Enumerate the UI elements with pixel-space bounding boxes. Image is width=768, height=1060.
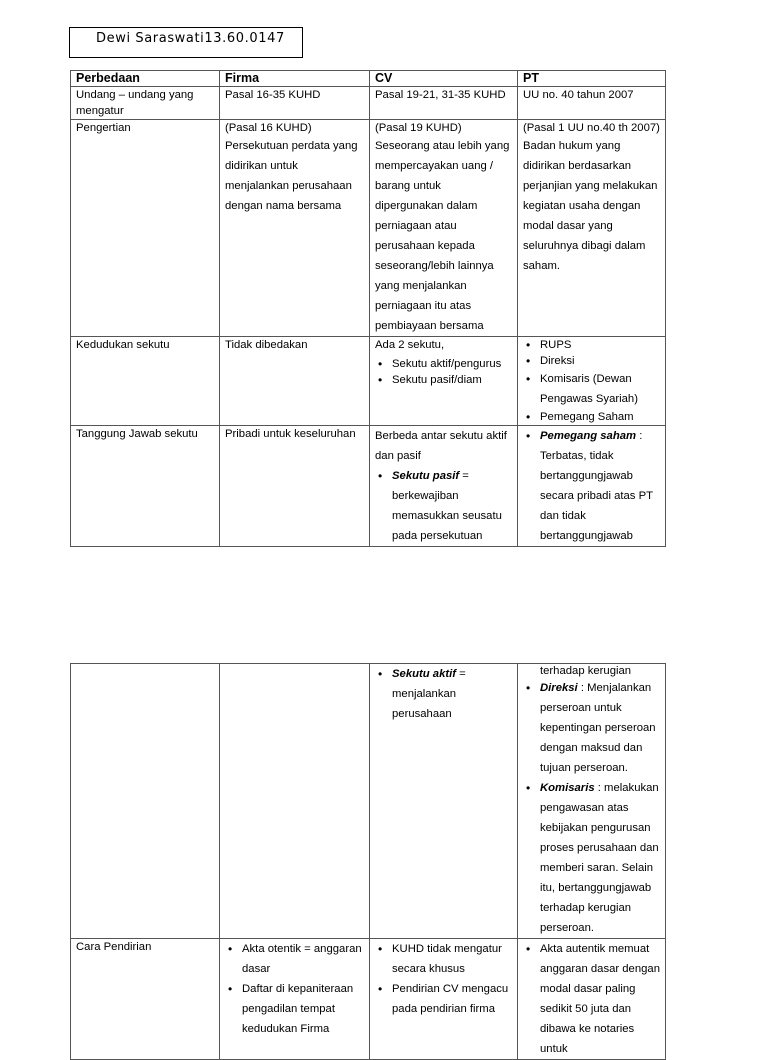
comparison-table-continued (70, 663, 666, 1060)
author-name-box: Dewi Saraswati13.60.0147 (69, 27, 303, 58)
table-row (71, 87, 666, 120)
cell-cv-kedudukan (370, 337, 518, 426)
cell-cv-pengertian (370, 120, 518, 337)
term-sekutu-pasif: Sekutu pasif (392, 470, 460, 482)
direksi-text: : Menjalankan perseroan untuk kepentingan perseroan dengan maksud dan tujuan perseroan. (540, 682, 656, 774)
term-direksi: Direksi (540, 682, 578, 694)
table-row (71, 426, 666, 547)
cell-label-continued (71, 664, 220, 939)
cv-continued-list (375, 664, 512, 724)
table-header-row (71, 71, 666, 87)
list-item: • Sekutu pasif/diam (392, 372, 512, 388)
header-pt: PT (518, 71, 666, 87)
cell-cv-tanggung (370, 426, 518, 547)
row-label-pengertian: Pengertian (71, 120, 220, 337)
firma-pengertian-ref: (Pasal 16 KUHD) (225, 122, 312, 134)
list-item (392, 466, 512, 546)
list-item (392, 664, 512, 724)
list-item: • Komisaris (Dewan Pengawas Syariah) (540, 369, 660, 409)
pt-continued-lead: terhadap kerugian (540, 665, 632, 677)
term-komisaris: Komisaris (540, 782, 595, 794)
list-item: • Pendirian CV mengacu pada pendirian firma (392, 979, 512, 1019)
cell-cv-dasar: Pasal 19-21, 31-35 KUHD (370, 87, 518, 120)
row-label-pendirian: Cara Pendirian (71, 939, 220, 1060)
list-item: • RUPS (540, 337, 660, 353)
table-row (71, 939, 666, 1060)
cell-pt-pendirian (518, 939, 666, 1060)
row-label-dasar: Undang – undang yang mengatur (71, 87, 220, 120)
cell-firma-continued (220, 664, 370, 939)
cell-pt-tanggung (518, 426, 666, 547)
pt-pengertian-ref: (Pasal 1 UU no.40 th 2007) (523, 122, 660, 134)
cv-pendirian-list (375, 939, 512, 1019)
list-item: • Direksi (540, 353, 660, 369)
cv-kedudukan-intro: Ada 2 sekutu, (375, 339, 445, 351)
cv-tanggung-list (375, 466, 512, 546)
cell-firma-tanggung: Pribadi untuk keseluruhan (220, 426, 370, 547)
cell-cv-pendirian (370, 939, 518, 1060)
pt-pengertian-text: Badan hukum yang didirikan berdasarkan perjanjian yang melakukan kegiatan usaha dengan modal dasar yang seluruhnya dibagi dalam saham. (523, 140, 658, 272)
cv-pengertian-text: Seseorang atau lebih yang mempercayakan uang / barang untuk dipergunakan dalam perniagaan atau perusahaan kepada seseorang/lebih lainnya yang menjalankan perniagaan itu atas pembiayaan bersama (375, 140, 510, 332)
cell-pt-kedudukan (518, 337, 666, 426)
list-item (540, 778, 660, 938)
list-item: • Sekutu aktif/pengurus (392, 356, 512, 372)
row-label-kedudukan: Kedudukan sekutu (71, 337, 220, 426)
table-row (71, 120, 666, 337)
term-sekutu-aktif: Sekutu aktif (392, 668, 457, 680)
cv-tanggung-intro: Berbeda antar sekutu aktif dan pasif (375, 430, 507, 462)
list-item: • Akta otentik = anggaran dasar (242, 939, 364, 979)
header-firma: Firma (220, 71, 370, 87)
cell-firma-pendirian (220, 939, 370, 1060)
list-item (540, 678, 660, 778)
list-item: • Daftar di kepaniteraan pengadilan tempat kedudukan Firma (242, 979, 364, 1039)
list-item: • Pemegang Saham (540, 409, 660, 425)
cell-firma-kedudukan: Tidak dibedakan (220, 337, 370, 426)
row-label-tanggung: Tanggung Jawab sekutu (71, 426, 220, 547)
pt-continued-list (523, 678, 660, 938)
list-item: • KUHD tidak mengatur secara khusus (392, 939, 512, 979)
cell-firma-dasar: Pasal 16-35 KUHD (220, 87, 370, 120)
sekutu-pasif-text: = berkewajiban memasukkan seusatu pada persekutuan (392, 470, 502, 542)
table-row (71, 664, 666, 939)
list-item (540, 426, 660, 546)
pt-pendirian-list (523, 939, 660, 1059)
cell-pt-pengertian (518, 120, 666, 337)
sekutu-aktif-text: = menjalankan perusahaan (392, 668, 466, 720)
header-cv: CV (370, 71, 518, 87)
cell-pt-continued (518, 664, 666, 939)
cv-pengertian-ref: (Pasal 19 KUHD) (375, 122, 462, 134)
komisaris-text: : melakukan pengawasan atas kebijakan pengurusan proses perusahaan dan memberi saran. Selain itu, bertanggungjawab terhadap kerugian perseroan. (540, 782, 659, 934)
cell-firma-pengertian (220, 120, 370, 337)
pt-tanggung-list (523, 426, 660, 546)
cell-cv-continued (370, 664, 518, 939)
table-row (71, 337, 666, 426)
pemegang-saham-text: : Terbatas, tidak bertanggungjawab secara pribadi atas PT dan tidak bertanggungjawab (540, 430, 653, 542)
list-item: • Akta autentik memuat anggaran dasar dengan modal dasar paling sedikit 50 juta dan dibawa ke notaries untuk (540, 939, 660, 1059)
term-pemegang-saham: Pemegang saham (540, 430, 637, 442)
comparison-table (70, 70, 666, 547)
firma-pendirian-list (225, 939, 364, 1039)
header-perbedaan: Perbedaan (71, 71, 220, 87)
cell-pt-dasar: UU no. 40 tahun 2007 (518, 87, 666, 120)
pt-kedudukan-list (523, 337, 660, 425)
firma-pengertian-text: Persekutuan perdata yang didirikan untuk menjalankan perusahaan dengan nama bersama (225, 140, 358, 212)
cv-kedudukan-list (375, 356, 512, 388)
